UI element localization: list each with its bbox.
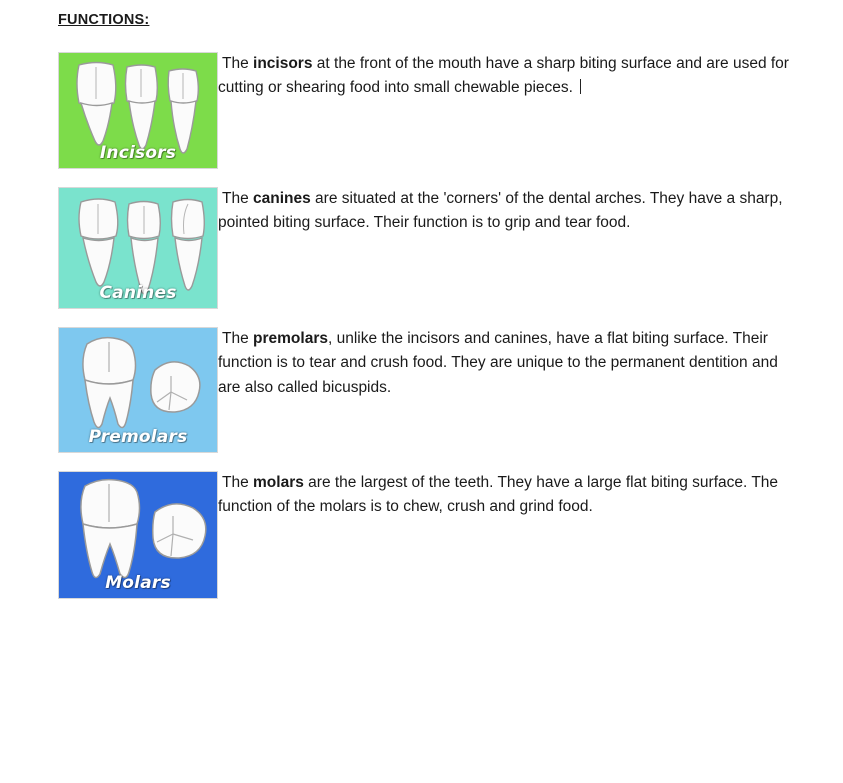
premolars-illustration (59, 328, 217, 452)
figure-caption-premolars: Premolars (88, 426, 188, 447)
incisors-illustration (59, 53, 217, 168)
canines-illustration (59, 188, 217, 308)
canines-text: are situated at the 'corners' of the dental arches. They have a sharp, pointed biting surface. Their function is to grip and tear food. (218, 190, 783, 232)
figure-caption-molars: Molars (105, 572, 171, 593)
canines-term: canines (253, 190, 311, 207)
incisors-text: at the front of the mouth have a sharp biting surface and are used for cutting or shearing food into small chewable pieces. (218, 55, 789, 97)
section-premolars (58, 327, 803, 453)
text-caret (580, 79, 581, 94)
premolars-term: premolars (253, 330, 328, 347)
incisors-term: incisors (253, 55, 313, 72)
molars-term: molars (253, 474, 304, 491)
figure-molars (58, 471, 218, 599)
section-incisors (58, 52, 803, 169)
molars-illustration (59, 472, 217, 598)
canines-lead-in: The (222, 190, 254, 207)
figure-caption-canines: Canines (99, 282, 177, 303)
molars-lead-in: The (222, 474, 254, 491)
figure-incisors (58, 52, 218, 169)
molars-text: are the largest of the teeth. They have a large flat biting surface. The function of the molars is to chew, crush and grind food. (218, 474, 779, 516)
section-canines (58, 187, 803, 309)
figure-caption-incisors: Incisors (99, 142, 177, 163)
figure-canines (58, 187, 218, 309)
section-molars (58, 471, 803, 599)
premolars-text: , unlike the incisors and canines, have a flat biting surface. Their function is to tear and crush food. They are unique to the permanent dentition and are also called bicuspids. (218, 330, 778, 396)
premolars-lead-in: The (222, 330, 254, 347)
page-title: FUNCTIONS: (58, 12, 150, 28)
figure-premolars (58, 327, 218, 453)
incisors-lead-in: The (222, 55, 254, 72)
